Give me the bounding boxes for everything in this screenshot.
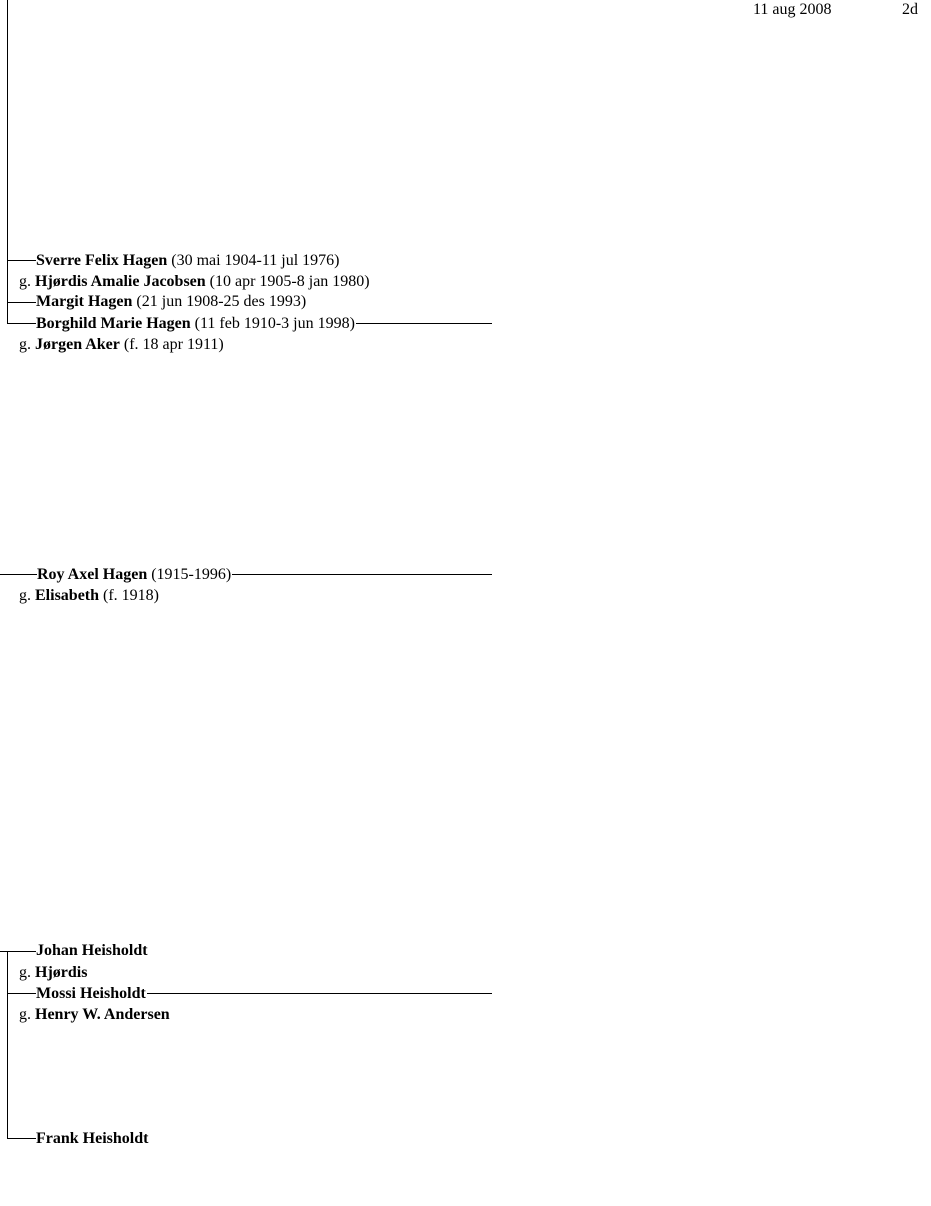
person-dates: (1915-1996)	[151, 566, 232, 583]
tree-connector-vertical	[7, 0, 8, 324]
spouse-prefix: g.	[19, 1006, 31, 1023]
page-number: 2d	[902, 1, 918, 18]
person-name: Sverre Felix Hagen	[36, 252, 168, 269]
person-entry	[36, 942, 149, 960]
person-dates: (11 feb 1910-3 jun 1998)	[194, 315, 355, 332]
spouse-entry	[19, 273, 370, 291]
tree-connector-vertical	[7, 951, 8, 1139]
print-date: 11 aug 2008	[753, 1, 832, 18]
spouse-name: Hjørdis	[35, 964, 88, 981]
spouse-name: Hjørdis Amalie Jacobsen	[35, 273, 206, 290]
person-name: Roy Axel Hagen	[37, 566, 148, 583]
person-entry	[36, 315, 356, 333]
person-entry	[36, 293, 307, 311]
person-name: Johan Heisholdt	[36, 942, 148, 959]
spouse-dates: (f. 18 apr 1911)	[123, 336, 224, 353]
spouse-name: Jørgen Aker	[35, 336, 120, 353]
spouse-entry	[19, 964, 87, 982]
tree-connector-horizontal	[7, 1138, 36, 1139]
person-entry	[37, 566, 232, 584]
person-entry	[36, 985, 147, 1003]
person-dates: (21 jun 1908-25 des 1993)	[136, 293, 307, 310]
tree-connector-horizontal	[7, 260, 36, 261]
tree-connector-horizontal	[0, 951, 36, 952]
spouse-dates: (10 apr 1905-8 jan 1980)	[209, 273, 370, 290]
tree-connector-horizontal	[7, 302, 36, 303]
person-entry	[36, 252, 341, 270]
spouse-name: Elisabeth	[35, 587, 100, 604]
person-name: Frank Heisholdt	[36, 1130, 149, 1147]
person-name: Mossi Heisholdt	[36, 985, 146, 1002]
spouse-entry	[19, 1006, 170, 1024]
spouse-prefix: g.	[19, 587, 31, 604]
person-name: Margit Hagen	[36, 293, 133, 310]
spouse-dates: (f. 1918)	[103, 587, 159, 604]
spouse-entry	[19, 587, 159, 605]
person-dates: (30 mai 1904-11 jul 1976)	[171, 252, 340, 269]
person-name: Borghild Marie Hagen	[36, 315, 191, 332]
spouse-name: Henry W. Andersen	[35, 1006, 170, 1023]
spouse-entry	[19, 336, 224, 354]
person-entry	[36, 1130, 149, 1148]
spouse-prefix: g.	[19, 964, 31, 981]
spouse-prefix: g.	[19, 336, 31, 353]
spouse-prefix: g.	[19, 273, 31, 290]
